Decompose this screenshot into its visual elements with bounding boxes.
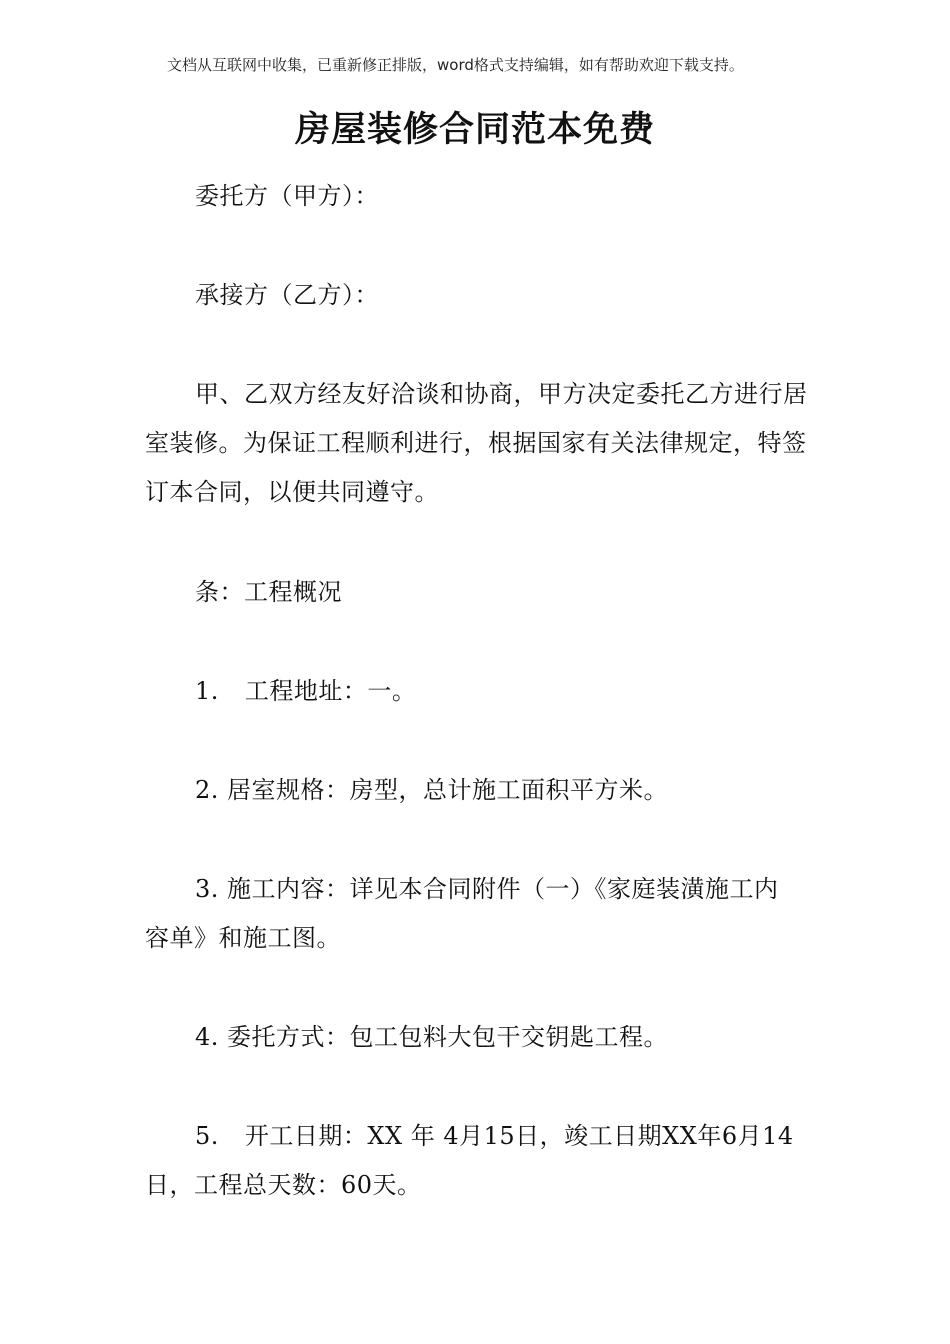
item-text: 工程地址：一。 <box>244 677 417 705</box>
list-item <box>145 1013 810 1062</box>
item-number: 4. <box>195 1023 219 1051</box>
item-number: 5. <box>195 1122 219 1150</box>
party-b-line: 承接方（乙方）： <box>195 281 379 309</box>
item-text: 居室规格：房型，总计施工面积平方米。 <box>227 776 669 804</box>
article-heading: 条：工程概况 <box>195 578 342 606</box>
intro-paragraph: 甲、乙双方经友好洽谈和协商，甲方决定委托乙方进行居室装修。为保证工程顺利进行，根据国家有关法律规定，特签订本合同，以便共同遵守。 <box>145 380 808 506</box>
item-number: 3. <box>195 875 219 903</box>
item-number: 1. <box>195 677 219 705</box>
document-title: 房屋装修合同范本免费 <box>294 110 655 150</box>
party-a-line: 委托方（甲方）： <box>195 182 379 210</box>
item-text: 开工日期：XX 年 4月15日，竣工日期XX年6月14 日，工程总天数：60天。 <box>145 1122 794 1199</box>
header-note: 文档从互联网中收集，已重新修正排版，word格式支持编辑，如有帮助欢迎下载支持。 <box>167 56 744 74</box>
list-item <box>145 766 810 815</box>
item-text: 委托方式：包工包料大包干交钥匙工程。 <box>227 1023 669 1051</box>
item-number: 2. <box>195 776 219 804</box>
list-item <box>145 1112 810 1210</box>
item-text: 施工内容：详见本合同附件（一）《家庭装潢施工内 容单》和施工图。 <box>145 875 779 952</box>
list-item <box>145 667 810 716</box>
list-item <box>145 865 810 963</box>
